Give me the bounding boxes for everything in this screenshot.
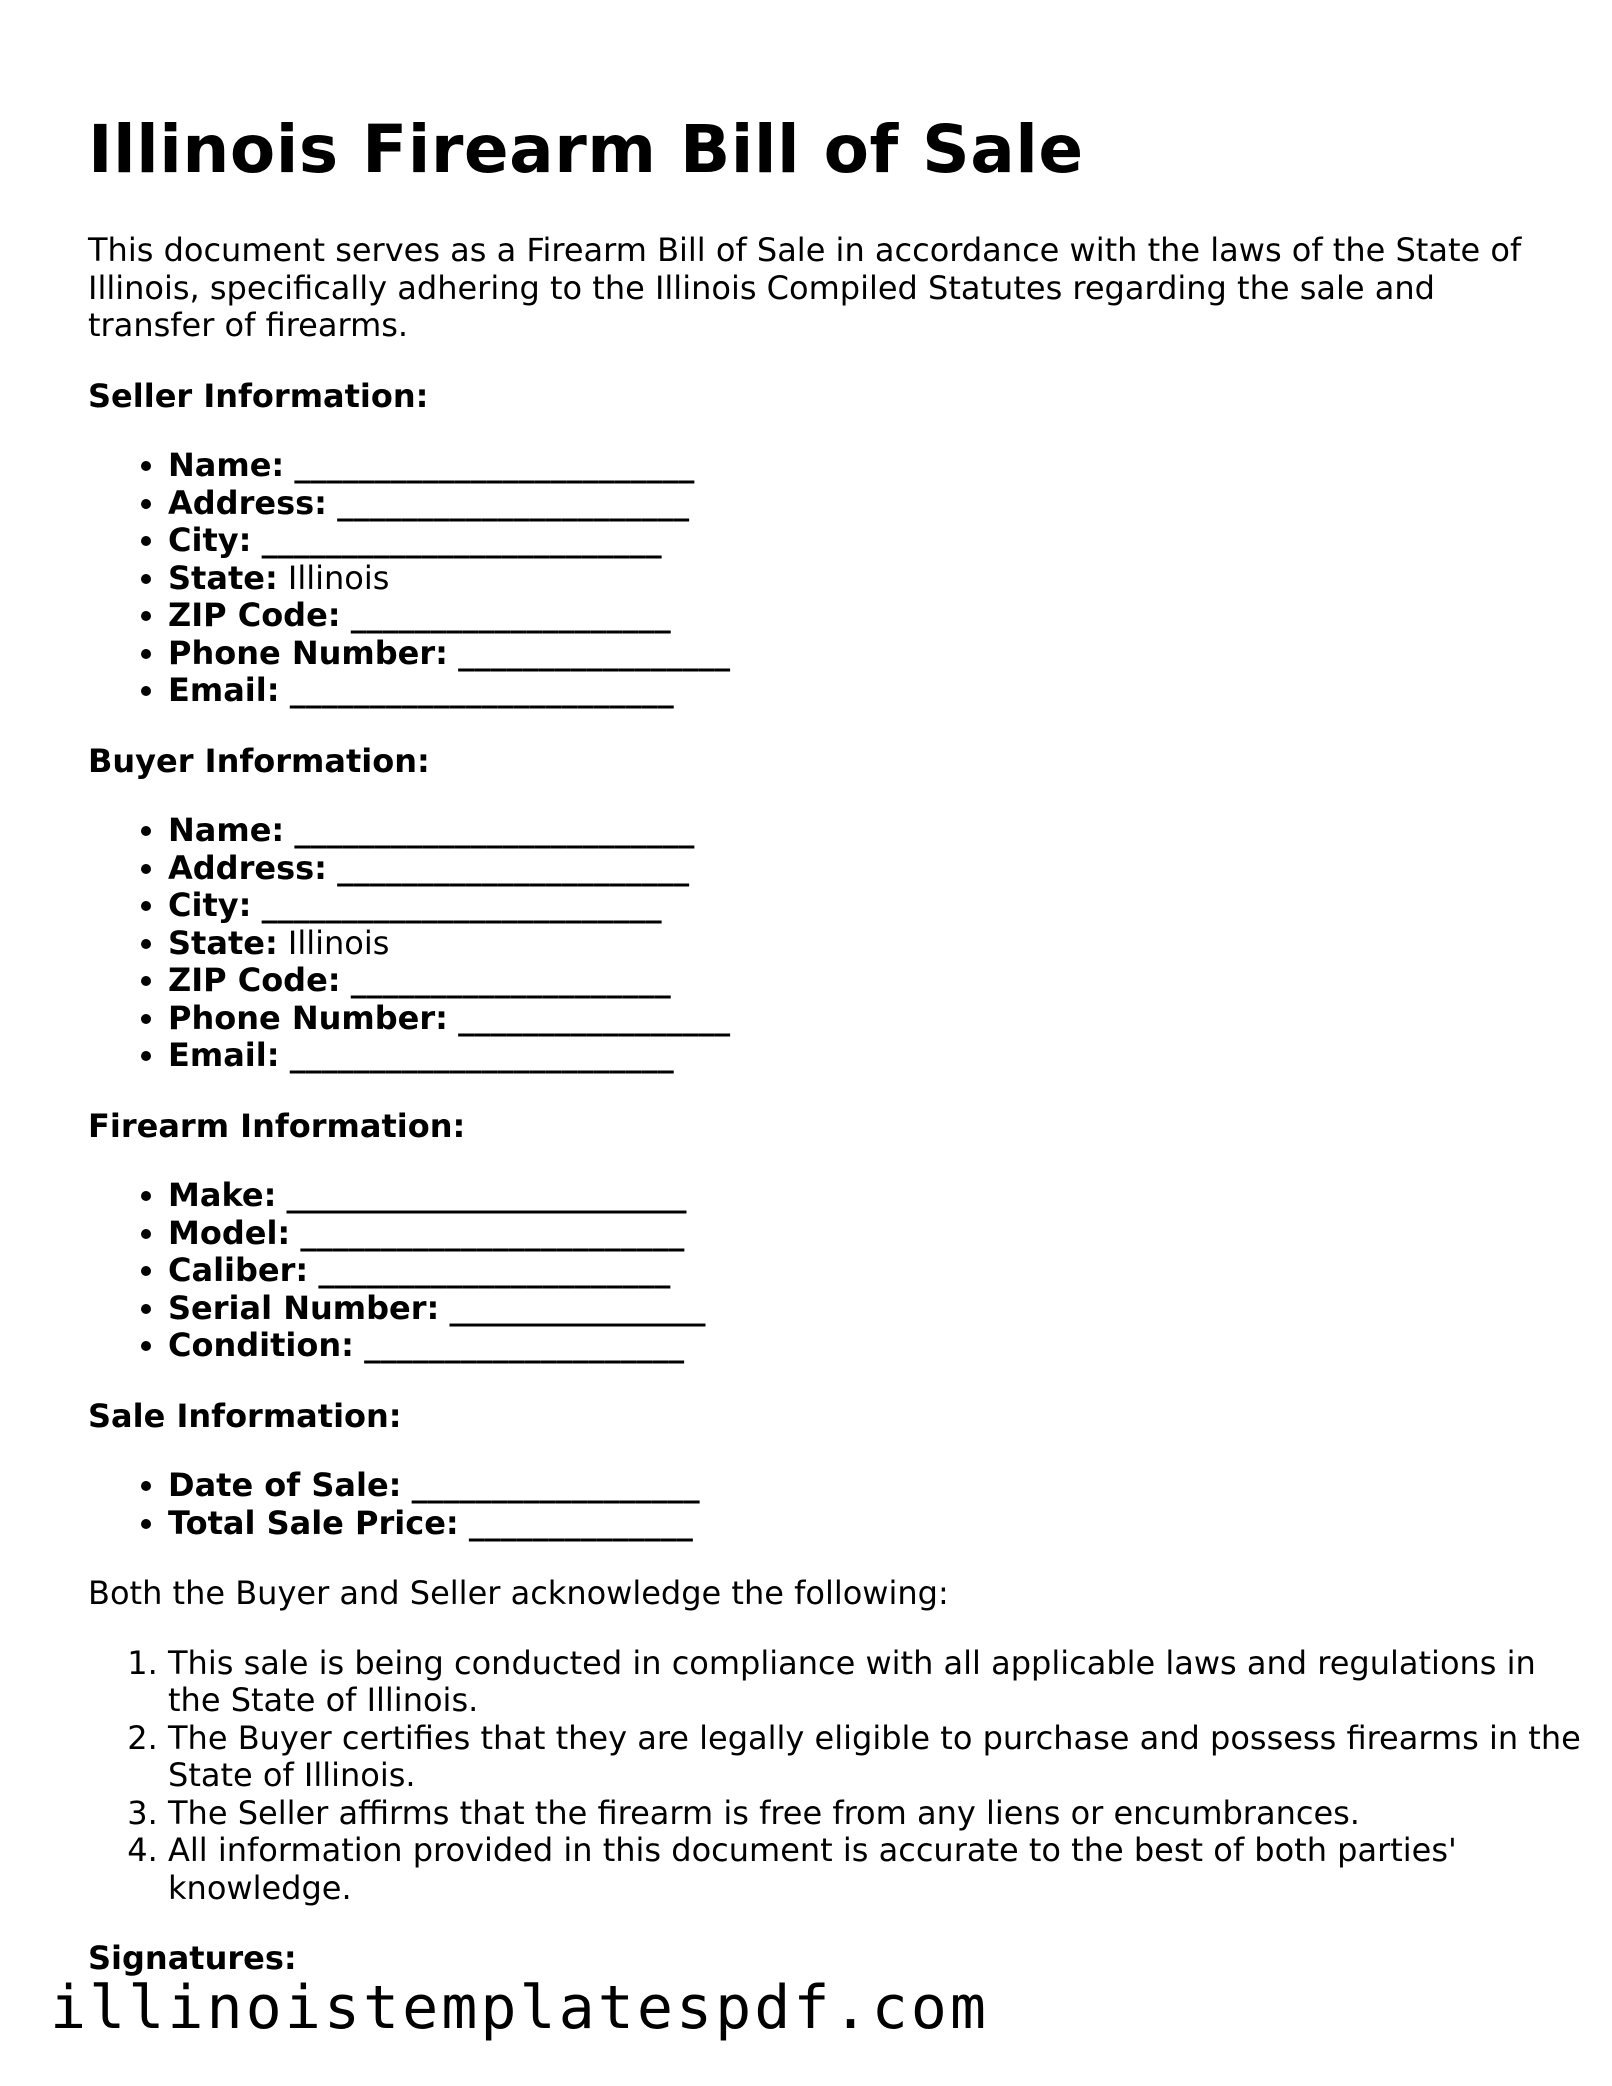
field-blank-line[interactable]: ________________________ bbox=[289, 671, 674, 709]
acknowledgement-item: 4. All information provided in this document is accurate to the best of both parties' knowledge. bbox=[168, 1832, 1588, 1907]
seller-field-state bbox=[168, 560, 1528, 598]
field-blank-line[interactable]: _________________________ bbox=[294, 811, 695, 849]
field-label: City: bbox=[168, 521, 252, 559]
field-blank-line[interactable]: _________________________ bbox=[261, 886, 662, 924]
sale-fields bbox=[88, 1467, 1528, 1542]
field-blank-line[interactable]: ____________________ bbox=[350, 596, 671, 634]
field-blank-line[interactable]: __________________ bbox=[411, 1466, 700, 1504]
field-value: Illinois bbox=[287, 923, 390, 962]
intro-paragraph: This document serves as a Firearm Bill of Sale in accordance with the laws of the State of Illinois, specifically adhering to the Illinois Compiled Statutes regarding the sale and transfer of firearms. bbox=[88, 231, 1522, 344]
buyer-heading: Buyer Information: bbox=[88, 741, 430, 780]
acknowledgement-list bbox=[88, 1643, 1581, 1908]
field-blank-line[interactable]: ______________ bbox=[468, 1503, 693, 1542]
sale-field-total-sale-price bbox=[168, 1505, 1528, 1543]
acknowledgement-item: 3. The Seller affirms that the firearm is free from any liens or encumbrances. bbox=[168, 1795, 1588, 1833]
field-blank-line[interactable]: ________________ bbox=[449, 1288, 706, 1327]
field-label: Make: bbox=[168, 1176, 277, 1214]
seller-field-city bbox=[168, 522, 1528, 560]
sale-heading: Sale Information: bbox=[88, 1396, 402, 1435]
firearm-field-serial-number bbox=[168, 1290, 1528, 1328]
document-page bbox=[88, 108, 1581, 1978]
seller-field-address bbox=[168, 485, 1528, 523]
field-label: ZIP Code: bbox=[168, 596, 341, 634]
firearm-field-make bbox=[168, 1177, 1528, 1215]
field-blank-line[interactable]: ______________________ bbox=[337, 483, 690, 522]
field-label: Condition: bbox=[168, 1326, 354, 1364]
field-blank-line[interactable]: ________________________ bbox=[300, 1213, 685, 1252]
acknowledgement-item: 2. The Buyer certifies that they are legally eligible to purchase and possess firearms in the State of Illinois. bbox=[168, 1720, 1588, 1795]
field-blank-line[interactable]: ____________________ bbox=[364, 1326, 685, 1364]
field-blank-line[interactable]: ______________________ bbox=[337, 848, 690, 887]
field-blank-line[interactable]: _________________ bbox=[458, 633, 731, 672]
sale-field-date-of-sale bbox=[168, 1467, 1528, 1505]
field-blank-line[interactable]: _________________________ bbox=[286, 1176, 687, 1214]
firearm-field-condition bbox=[168, 1327, 1528, 1365]
field-label: Serial Number: bbox=[168, 1288, 440, 1327]
field-blank-line[interactable]: ____________________ bbox=[350, 961, 671, 999]
seller-fields bbox=[88, 447, 1528, 710]
buyer-field-city bbox=[168, 887, 1528, 925]
field-label: State: bbox=[168, 923, 278, 962]
watermark: illinoistemplatespdf.com bbox=[50, 1973, 989, 2043]
buyer-field-address bbox=[168, 850, 1528, 888]
field-label: Model: bbox=[168, 1213, 291, 1252]
page-title: Illinois Firearm Bill of Sale bbox=[88, 111, 1084, 188]
field-label: Phone Number: bbox=[168, 998, 448, 1037]
field-label: Address: bbox=[168, 483, 327, 522]
acknowledgement-intro: Both the Buyer and Seller acknowledge the following: bbox=[88, 1574, 949, 1612]
field-label: ZIP Code: bbox=[168, 961, 341, 999]
buyer-fields bbox=[88, 812, 1528, 1075]
field-label: Total Sale Price: bbox=[168, 1503, 459, 1542]
buyer-field-email bbox=[168, 1037, 1528, 1075]
seller-field-name bbox=[168, 447, 1528, 485]
field-label: Email: bbox=[168, 671, 280, 709]
field-label: Email: bbox=[168, 1036, 280, 1074]
field-label: Address: bbox=[168, 848, 327, 887]
field-label: Caliber: bbox=[168, 1251, 309, 1289]
field-blank-line[interactable]: _________________________ bbox=[261, 521, 662, 559]
buyer-field-zip-code bbox=[168, 962, 1528, 1000]
buyer-field-state bbox=[168, 925, 1528, 963]
seller-field-email bbox=[168, 672, 1528, 710]
field-blank-line[interactable]: ______________________ bbox=[318, 1251, 671, 1289]
seller-field-phone-number bbox=[168, 635, 1528, 673]
buyer-field-phone-number bbox=[168, 1000, 1528, 1038]
field-label: Name: bbox=[168, 446, 285, 484]
seller-field-zip-code bbox=[168, 597, 1528, 635]
signatures-heading: Signatures: bbox=[88, 1939, 297, 1977]
field-blank-line[interactable]: _________________________ bbox=[294, 446, 695, 484]
field-label: City: bbox=[168, 886, 252, 924]
firearm-heading: Firearm Information: bbox=[88, 1106, 466, 1145]
field-label: State: bbox=[168, 558, 278, 597]
field-blank-line[interactable]: _________________ bbox=[458, 998, 731, 1037]
field-label: Phone Number: bbox=[168, 633, 448, 672]
seller-heading: Seller Information: bbox=[88, 376, 429, 415]
field-value: Illinois bbox=[287, 558, 390, 597]
firearm-field-model bbox=[168, 1215, 1528, 1253]
field-label: Date of Sale: bbox=[168, 1466, 402, 1504]
field-blank-line[interactable]: ________________________ bbox=[289, 1036, 674, 1074]
field-label: Name: bbox=[168, 811, 285, 849]
buyer-field-name bbox=[168, 812, 1528, 850]
firearm-field-caliber bbox=[168, 1252, 1528, 1290]
firearm-fields bbox=[88, 1177, 1528, 1365]
acknowledgement-item: 1. This sale is being conducted in compliance with all applicable laws and regulations in the State of Illinois. bbox=[168, 1645, 1588, 1720]
